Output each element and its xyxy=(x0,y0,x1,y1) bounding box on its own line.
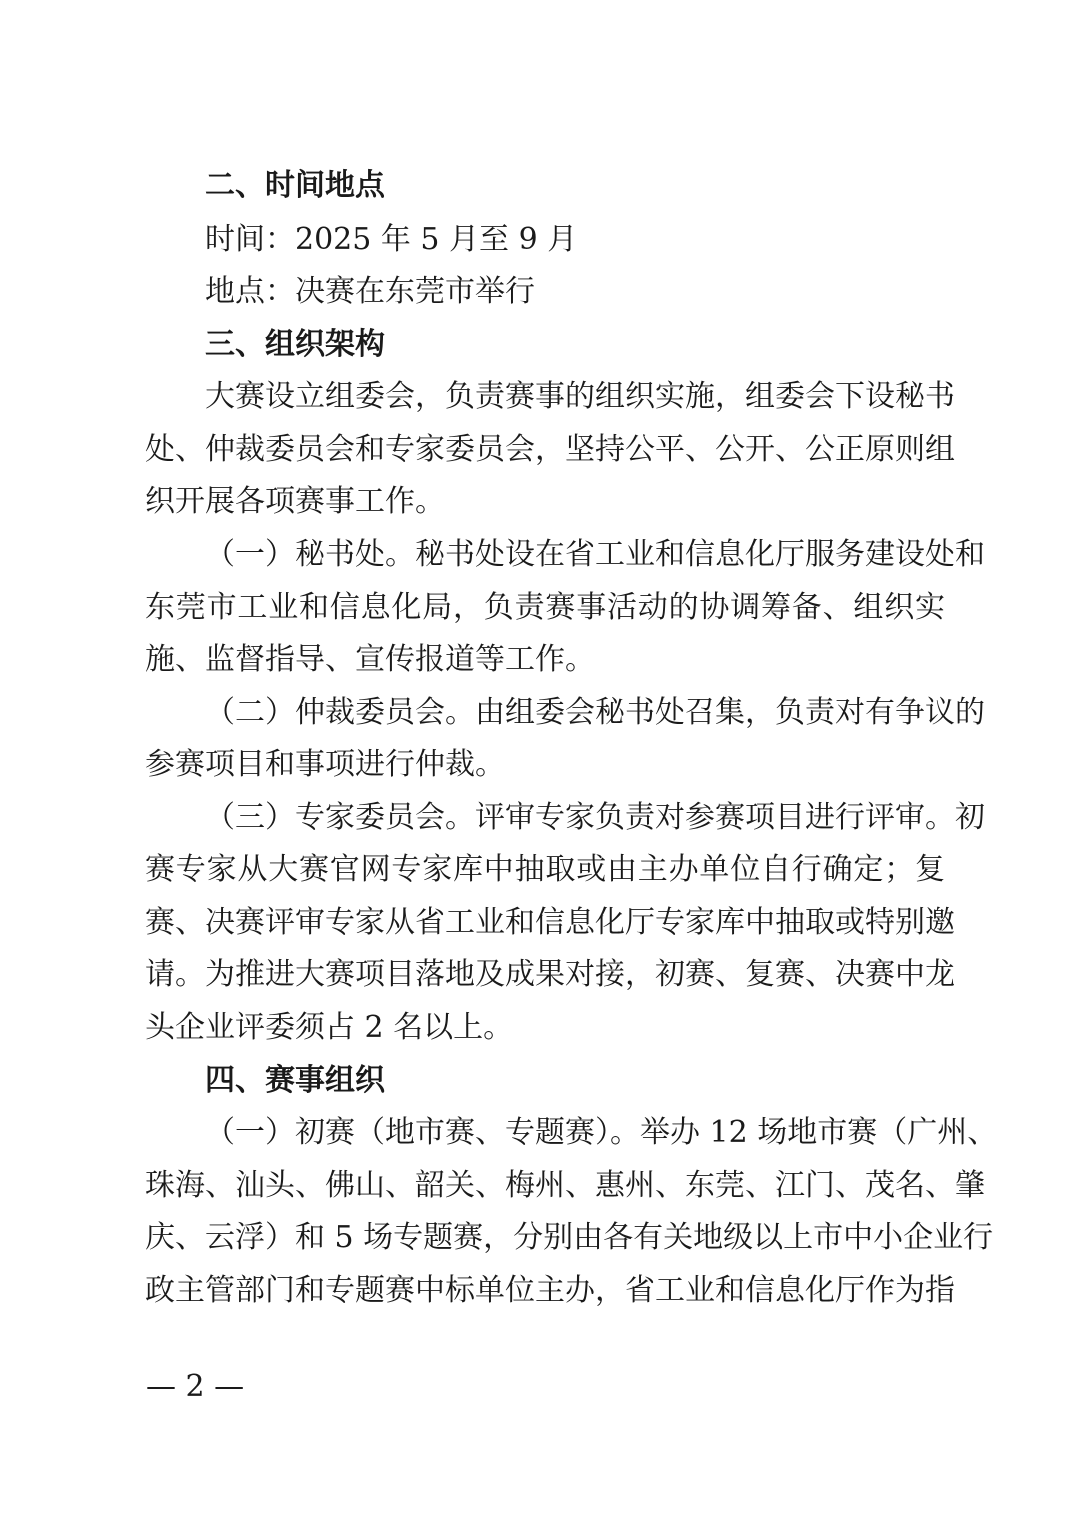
paragraph-line: 政主管部门和专题赛中标单位主办，省工业和信息化厅作为指 xyxy=(145,1273,955,1308)
section-heading-time-place: 二、时间地点 xyxy=(205,168,385,203)
paragraph-line: 施、监督指导、宣传报道等工作。 xyxy=(145,642,595,677)
paragraph-line: 时间：2025 年 5 月至 9 月 xyxy=(205,222,578,257)
paragraph-line: 赛、决赛评审专家从省工业和信息化厅专家库中抽取或特别邀 xyxy=(145,905,955,940)
paragraph-line: 大赛设立组委会，负责赛事的组织实施，组委会下设秘书 xyxy=(205,379,955,414)
paragraph-line: 地点：决赛在东莞市举行 xyxy=(205,274,535,309)
section-heading-event-organization: 四、赛事组织 xyxy=(205,1063,385,1098)
paragraph-line: 参赛项目和事项进行仲裁。 xyxy=(145,747,505,782)
paragraph-line: 请。为推进大赛项目落地及成果对接，初赛、复赛、决赛中龙 xyxy=(145,957,955,992)
paragraph-line: 处、仲裁委员会和专家委员会，坚持公平、公开、公正原则组 xyxy=(145,432,955,467)
paragraph-line: （一）秘书处。秘书处设在省工业和信息化厅服务建设处和 xyxy=(205,537,985,572)
paragraph-line: 庆、云浮）和 5 场专题赛，分别由各有关地级以上市中小企业行 xyxy=(145,1220,994,1255)
paragraph-line: （三）专家委员会。评审专家负责对参赛项目进行评审。初 xyxy=(205,800,985,835)
paragraph-line: 赛专家从大赛官网专家库中抽取或由主办单位自行确定；复 xyxy=(145,852,945,887)
paragraph-line: 织开展各项赛事工作。 xyxy=(145,484,445,519)
paragraph-line: （一）初赛（地市赛、专题赛）。举办 12 场地市赛（广州、 xyxy=(205,1115,998,1150)
paragraph-line: 头企业评委须占 2 名以上。 xyxy=(145,1010,514,1045)
paragraph-line: （二）仲裁委员会。由组委会秘书处召集，负责对有争议的 xyxy=(205,695,985,730)
section-heading-organization: 三、组织架构 xyxy=(205,327,385,362)
paragraph-line: 东莞市工业和信息化局，负责赛事活动的协调筹备、组织实 xyxy=(145,590,945,625)
page-number: — 2 — xyxy=(146,1369,245,1404)
paragraph-line: 珠海、汕头、佛山、韶关、梅州、惠州、东莞、江门、茂名、肇 xyxy=(145,1168,985,1203)
